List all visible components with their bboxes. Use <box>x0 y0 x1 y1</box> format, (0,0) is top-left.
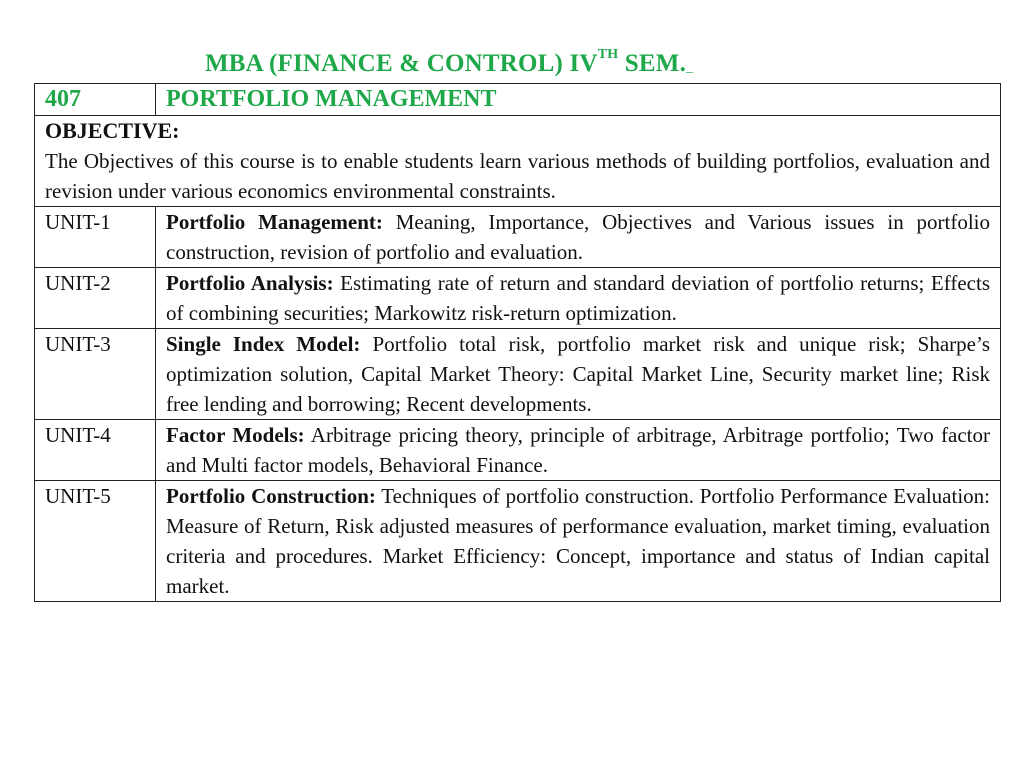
table-row <box>35 481 1001 602</box>
course-header-row <box>35 84 1001 116</box>
unit-title: Single Index Model: <box>166 332 361 356</box>
table-row <box>35 420 1001 481</box>
unit-label: UNIT-2 <box>35 268 156 329</box>
unit-label: UNIT-1 <box>35 207 156 268</box>
course-name: PORTFOLIO MANAGEMENT <box>156 84 1001 116</box>
title-end: SEM. <box>618 50 687 77</box>
unit-content <box>156 268 1001 329</box>
unit-title: Portfolio Management: <box>166 210 383 234</box>
objective-text: The Objectives of this course is to enable students learn various methods of building portfolios, evaluation and revision under various economics environmental constraints. <box>45 149 990 203</box>
objective-label: OBJECTIVE: <box>45 118 180 143</box>
unit-label: UNIT-3 <box>35 329 156 420</box>
unit-title: Portfolio Construction: <box>166 484 376 508</box>
unit-title: Portfolio Analysis: <box>166 271 334 295</box>
unit-text: Estimating rate of return and standard deviation of portfolio returns; Effects of combining securities; Markowitz risk-return optimization. <box>166 271 991 325</box>
unit-text: Techniques of portfolio construction. Portfolio Performance Evaluation: Measure of Return, Risk adjusted measures of performance evaluation, market timing, evaluation criteria and procedures. Market Efficiency: Concept, importance and status of Indian capital market. <box>166 484 990 598</box>
title-tail: _ <box>686 60 694 75</box>
title-main: MBA (FINANCE & CONTROL) IV <box>205 50 598 77</box>
syllabus-table <box>34 83 1001 602</box>
title-superscript: TH <box>597 47 619 62</box>
unit-text: Meaning, Importance, Objectives and Various issues in portfolio construction, revision of portfolio and evaluation. <box>166 210 990 264</box>
unit-content <box>156 207 1001 268</box>
unit-title: Factor Models: <box>166 423 305 447</box>
unit-content <box>156 420 1001 481</box>
unit-content <box>156 329 1001 420</box>
unit-text: Portfolio total risk, portfolio market risk and unique risk; Sharpe’s optimization solution, Capital Market Theory: Capital Market Line, Security market line; Risk free lending and borrowing; Recent developments. <box>166 332 990 416</box>
unit-text: Arbitrage pricing theory, principle of arbitrage, Arbitrage portfolio; Two factor and Multi factor models, Behavioral Finance. <box>166 423 991 477</box>
table-row <box>35 268 1001 329</box>
course-code: 407 <box>35 84 156 116</box>
table-row <box>35 329 1001 420</box>
unit-label: UNIT-5 <box>35 481 156 602</box>
table-row <box>35 207 1001 268</box>
unit-content <box>156 481 1001 602</box>
unit-label: UNIT-4 <box>35 420 156 481</box>
page-title <box>205 47 694 78</box>
objective-row <box>35 116 1001 207</box>
objective-cell <box>35 116 1001 207</box>
